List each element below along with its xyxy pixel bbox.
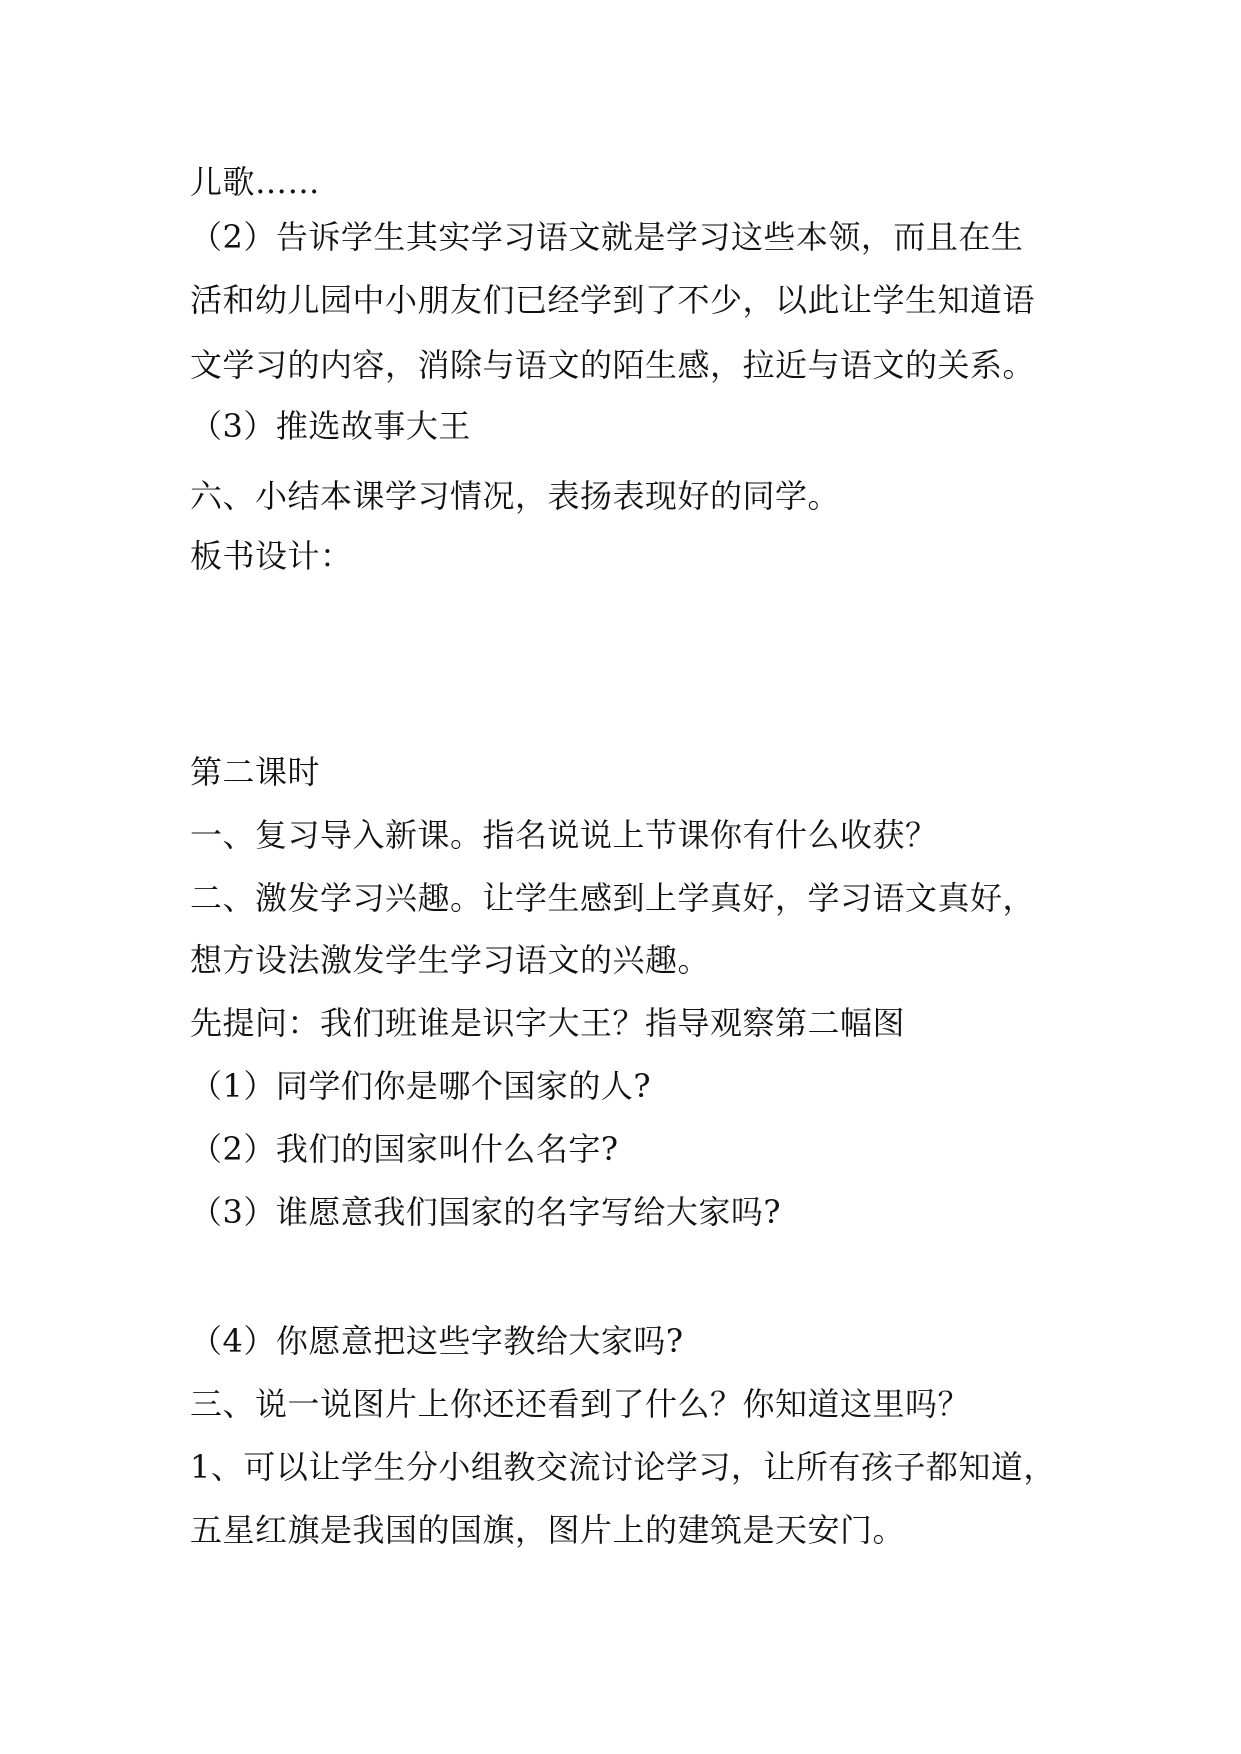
text-line: （3）谁愿意我们国家的名字写给大家吗?: [190, 1193, 782, 1231]
text-line: 五星红旗是我国的国旗，图片上的建筑是天安门。: [190, 1511, 906, 1549]
text-line: （1）同学们你是哪个国家的人?: [190, 1067, 652, 1105]
text-line: 活和幼儿园中小朋友们已经学到了不少，以此让学生知道语: [190, 281, 1036, 319]
text-line: （4）你愿意把这些字教给大家吗?: [190, 1322, 684, 1360]
text-line: （3）推选故事大王: [190, 407, 471, 445]
text-line: 二、激发学习兴趣。让学生感到上学真好，学习语文真好，: [190, 879, 1036, 917]
text-line: 想方设法激发学生学习语文的兴趣。: [190, 941, 711, 979]
text-line: 先提问：我们班谁是识字大王？指导观察第二幅图: [190, 1004, 906, 1042]
text-line: 文学习的内容，消除与语文的陌生感，拉近与语文的关系。: [190, 346, 1036, 384]
text-line: 一、复习导入新课。指名说说上节课你有什么收获？: [190, 816, 938, 854]
text-line: （2）告诉学生其实学习语文就是学习这些本领，而且在生: [190, 218, 1024, 256]
text-line: 三、说一说图片上你还还看到了什么？你知道这里吗？: [190, 1385, 971, 1423]
text-line: 板书设计：: [190, 537, 353, 575]
text-line: 1、可以让学生分小组教交流讨论学习，让所有孩子都知道，: [190, 1448, 1056, 1486]
text-line: 儿歌……: [190, 163, 321, 201]
section-heading: 第二课时: [190, 753, 321, 791]
text-line: （2）我们的国家叫什么名字?: [190, 1130, 619, 1168]
text-line: 六、小结本课学习情况，表扬表现好的同学。: [190, 477, 841, 515]
